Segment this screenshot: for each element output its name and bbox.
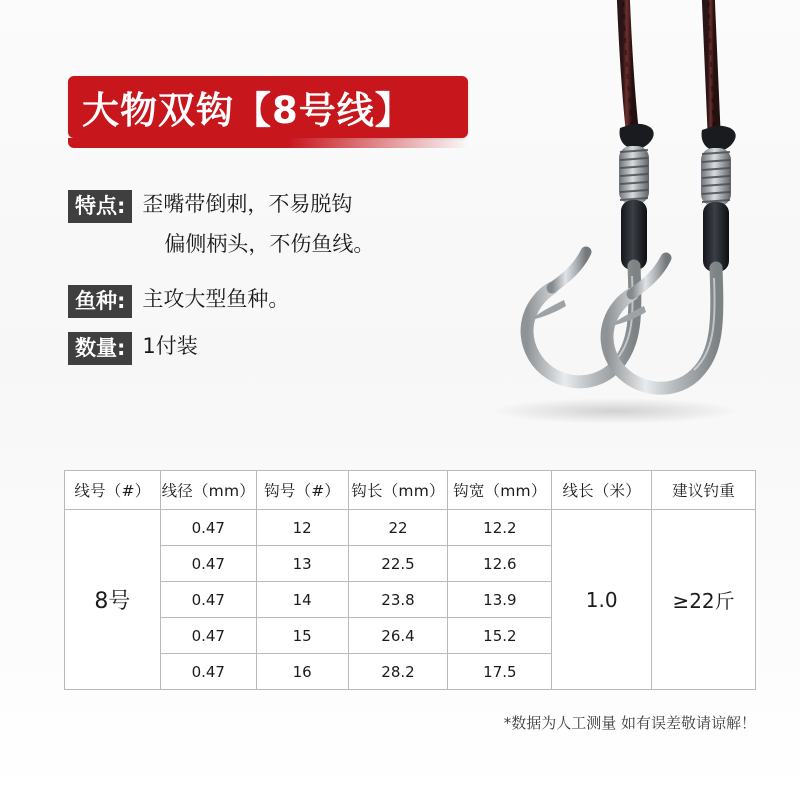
spec-label-features: 特点: bbox=[68, 190, 132, 223]
cell-hook-length: 26.4 bbox=[348, 618, 448, 654]
cell-hook-length: 22 bbox=[348, 510, 448, 546]
cell-line-diameter: 0.47 bbox=[160, 582, 256, 618]
cell-line-no: 8号 bbox=[65, 510, 161, 690]
spec-table-wrap bbox=[64, 470, 756, 690]
spec-value-features-line2: 偏侧柄头，不伤鱼线。 bbox=[164, 232, 375, 257]
table-header-line-length: 线长（米） bbox=[552, 471, 652, 510]
cell-line-diameter: 0.47 bbox=[160, 618, 256, 654]
spec-row-fish-type bbox=[68, 285, 498, 318]
table-header-hook-width: 钩宽（mm） bbox=[448, 471, 552, 510]
table-header-suggested-weight: 建议钓重 bbox=[652, 471, 756, 510]
table-header-line-no: 线号（#） bbox=[65, 471, 161, 510]
spec-value-fish-type: 主攻大型鱼种。 bbox=[142, 286, 290, 311]
cell-suggested-weight: ≥22斤 bbox=[652, 510, 756, 690]
table-header-line-diameter: 线径（mm） bbox=[160, 471, 256, 510]
cell-hook-width: 12.2 bbox=[448, 510, 552, 546]
cell-line-diameter: 0.47 bbox=[160, 546, 256, 582]
spec-list bbox=[68, 190, 498, 379]
cell-line-diameter: 0.47 bbox=[160, 654, 256, 690]
spec-label-quantity: 数量: bbox=[68, 332, 132, 365]
cell-hook-length: 22.5 bbox=[348, 546, 448, 582]
measurement-footnote: *数据为人工测量 如有误差敬请谅解！ bbox=[503, 714, 756, 732]
cell-hook-no: 14 bbox=[256, 582, 348, 618]
spec-row-features bbox=[68, 190, 498, 259]
cell-line-diameter: 0.47 bbox=[160, 510, 256, 546]
cell-hook-no: 15 bbox=[256, 618, 348, 654]
cell-hook-width: 12.6 bbox=[448, 546, 552, 582]
spec-value-features bbox=[142, 190, 374, 259]
spec-value-features-line1: 歪嘴带倒刺，不易脱钩 bbox=[142, 192, 353, 216]
cell-hook-width: 15.2 bbox=[448, 618, 552, 654]
table-row bbox=[65, 510, 756, 546]
table-header-hook-length: 钩长（mm） bbox=[348, 471, 448, 510]
double-fishing-hook-icon bbox=[460, 0, 800, 440]
cell-hook-width: 13.9 bbox=[448, 582, 552, 618]
page-title: 大物双钩【8号线】 bbox=[82, 89, 413, 132]
spec-table bbox=[64, 470, 756, 690]
cell-hook-length: 28.2 bbox=[348, 654, 448, 690]
cell-hook-no: 12 bbox=[256, 510, 348, 546]
spec-label-fish-type: 鱼种: bbox=[68, 285, 132, 318]
cell-hook-no: 16 bbox=[256, 654, 348, 690]
hook-shadow bbox=[490, 398, 740, 424]
cell-hook-width: 17.5 bbox=[448, 654, 552, 690]
banner-tail bbox=[68, 138, 468, 148]
cell-hook-no: 13 bbox=[256, 546, 348, 582]
cell-hook-length: 23.8 bbox=[348, 582, 448, 618]
table-header-row bbox=[65, 471, 756, 510]
table-header-hook-no: 钩号（#） bbox=[256, 471, 348, 510]
page-title-banner bbox=[68, 76, 468, 138]
spec-value-quantity: 1付装 bbox=[142, 333, 198, 358]
cell-line-length: 1.0 bbox=[552, 510, 652, 690]
spec-row-quantity bbox=[68, 332, 498, 365]
